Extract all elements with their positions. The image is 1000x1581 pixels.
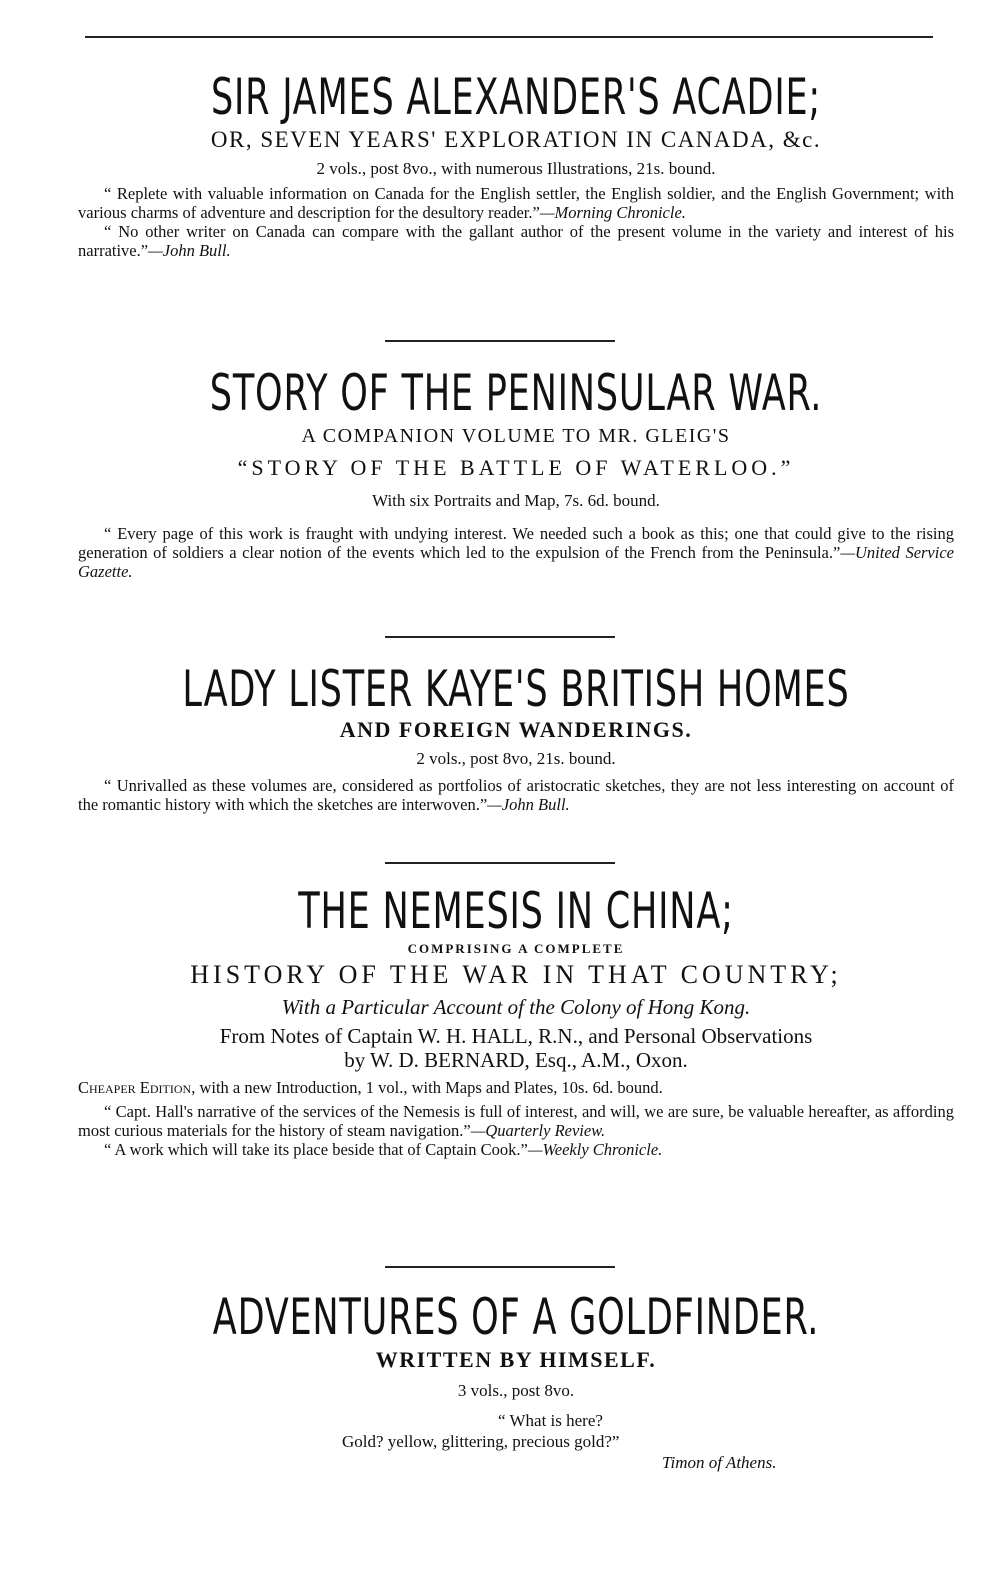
- ad-peninsular-subtitle-2: “STORY OF THE BATTLE OF WATERLOO.”: [237, 455, 795, 480]
- verse-line-2: Gold? yellow, glittering, precious gold?”: [342, 1432, 620, 1451]
- review-source: —United Service Gazette.: [78, 543, 954, 581]
- ad-nemesis-reviews: [78, 1102, 954, 1159]
- ad-nemesis-notes-2: by W. D. BERNARD, Esq., A.M., Oxon.: [344, 1048, 688, 1072]
- review-text: “ Replete with valuable information on Canada for the English settler, the English soldier, and the English Government; with various charms of adventure and description for the desultory reader.”: [78, 184, 954, 222]
- review-text: “ Unrivalled as these volumes are, considered as portfolios of aristocratic sketches, they are not less interesting on account of the romantic history with which the sketches are interwoven.”: [78, 776, 954, 814]
- review-text: “ Capt. Hall's narrative of the services of the Nemesis is full of interest, and will, we are sure, be valuable hereafter, as affording most curious materials for the history of steam navigation.”: [78, 1102, 954, 1140]
- review-text: “ No other writer on Canada can compare with the gallant author of the present volume in the variety and interest of his narrative.”: [78, 222, 954, 260]
- ad-nemesis-title: THE NEMESIS IN CHINA;: [298, 882, 734, 940]
- review-source: —John Bull.: [148, 241, 231, 260]
- ad-british-homes-review: [78, 776, 954, 814]
- section-divider: [385, 1266, 615, 1268]
- ad-peninsular-war: [78, 366, 954, 581]
- ad-nemesis-comprising: COMPRISING A COMPLETE: [407, 941, 625, 956]
- ad-british-homes: [78, 662, 954, 814]
- ad-british-homes-title: LADY LISTER KAYE'S BRITISH HOMES: [182, 660, 850, 718]
- ad-acadie-reviews: [78, 184, 954, 260]
- ad-nemesis-italic: With a Particular Account of the Colony of Hong Kong.: [281, 995, 751, 1019]
- ad-goldfinder-title: ADVENTURES OF A GOLDFINDER.: [212, 1288, 820, 1346]
- ad-acadie-title: SIR JAMES ALEXANDER'S ACADIE;: [210, 68, 822, 126]
- ad-nemesis-history: HISTORY OF THE WAR IN THAT COUNTRY;: [190, 960, 842, 989]
- ad-nemesis-china: [78, 884, 954, 1159]
- ad-acadie: [78, 70, 954, 260]
- review-source: —Quarterly Review.: [470, 1121, 606, 1140]
- review-text: “ A work which will take its place beside that of Captain Cook.”: [104, 1140, 528, 1159]
- section-divider: [385, 340, 615, 342]
- ad-nemesis-edition: [78, 1078, 954, 1098]
- review-text: “ Every page of this work is fraught with undying interest. We needed such a book as this; one that could give to the rising generation of soldiers a clear notion of the events which led to the expulsion of the French from the Peninsula.”: [78, 524, 954, 562]
- ad-british-homes-subtitle: AND FOREIGN WANDERINGS.: [339, 717, 693, 742]
- ad-goldfinder-publication: 3 vols., post 8vo.: [457, 1381, 575, 1400]
- ad-goldfinder: [78, 1290, 954, 1473]
- ad-nemesis-notes-1: From Notes of Captain W. H. HALL, R.N., and Personal Observations: [219, 1024, 813, 1048]
- verse-source: Timon of Athens.: [662, 1453, 777, 1472]
- section-divider: [385, 636, 615, 638]
- ad-peninsular-review: [78, 524, 954, 581]
- edition-label: Cheaper Edition,: [78, 1078, 196, 1097]
- ad-british-homes-publication: 2 vols., post 8vo, 21s. bound.: [416, 749, 616, 768]
- section-divider: [385, 862, 615, 864]
- ad-acadie-subtitle: OR, SEVEN YEARS' EXPLORATION IN CANADA, &c.: [210, 127, 822, 152]
- ad-goldfinder-subtitle: WRITTEN BY HIMSELF.: [375, 1347, 657, 1372]
- review-source: —Morning Chronicle.: [539, 203, 686, 222]
- ad-acadie-publication: 2 vols., post 8vo., with numerous Illustrations, 21s. bound.: [316, 159, 716, 178]
- review-source: —John Bull.: [487, 795, 570, 814]
- top-rule: [85, 36, 933, 38]
- ad-peninsular-subtitle: A COMPANION VOLUME TO MR. GLEIG'S: [301, 425, 731, 447]
- ad-peninsular-publication: With six Portraits and Map, 7s. 6d. bound.: [372, 491, 660, 510]
- review-source: —Weekly Chronicle.: [527, 1140, 663, 1159]
- verse-line-1: “ What is here?: [498, 1411, 603, 1430]
- edition-details: with a new Introduction, 1 vol., with Maps and Plates, 10s. 6d. bound.: [199, 1078, 663, 1097]
- ad-peninsular-title: STORY OF THE PENINSULAR WAR.: [209, 364, 823, 422]
